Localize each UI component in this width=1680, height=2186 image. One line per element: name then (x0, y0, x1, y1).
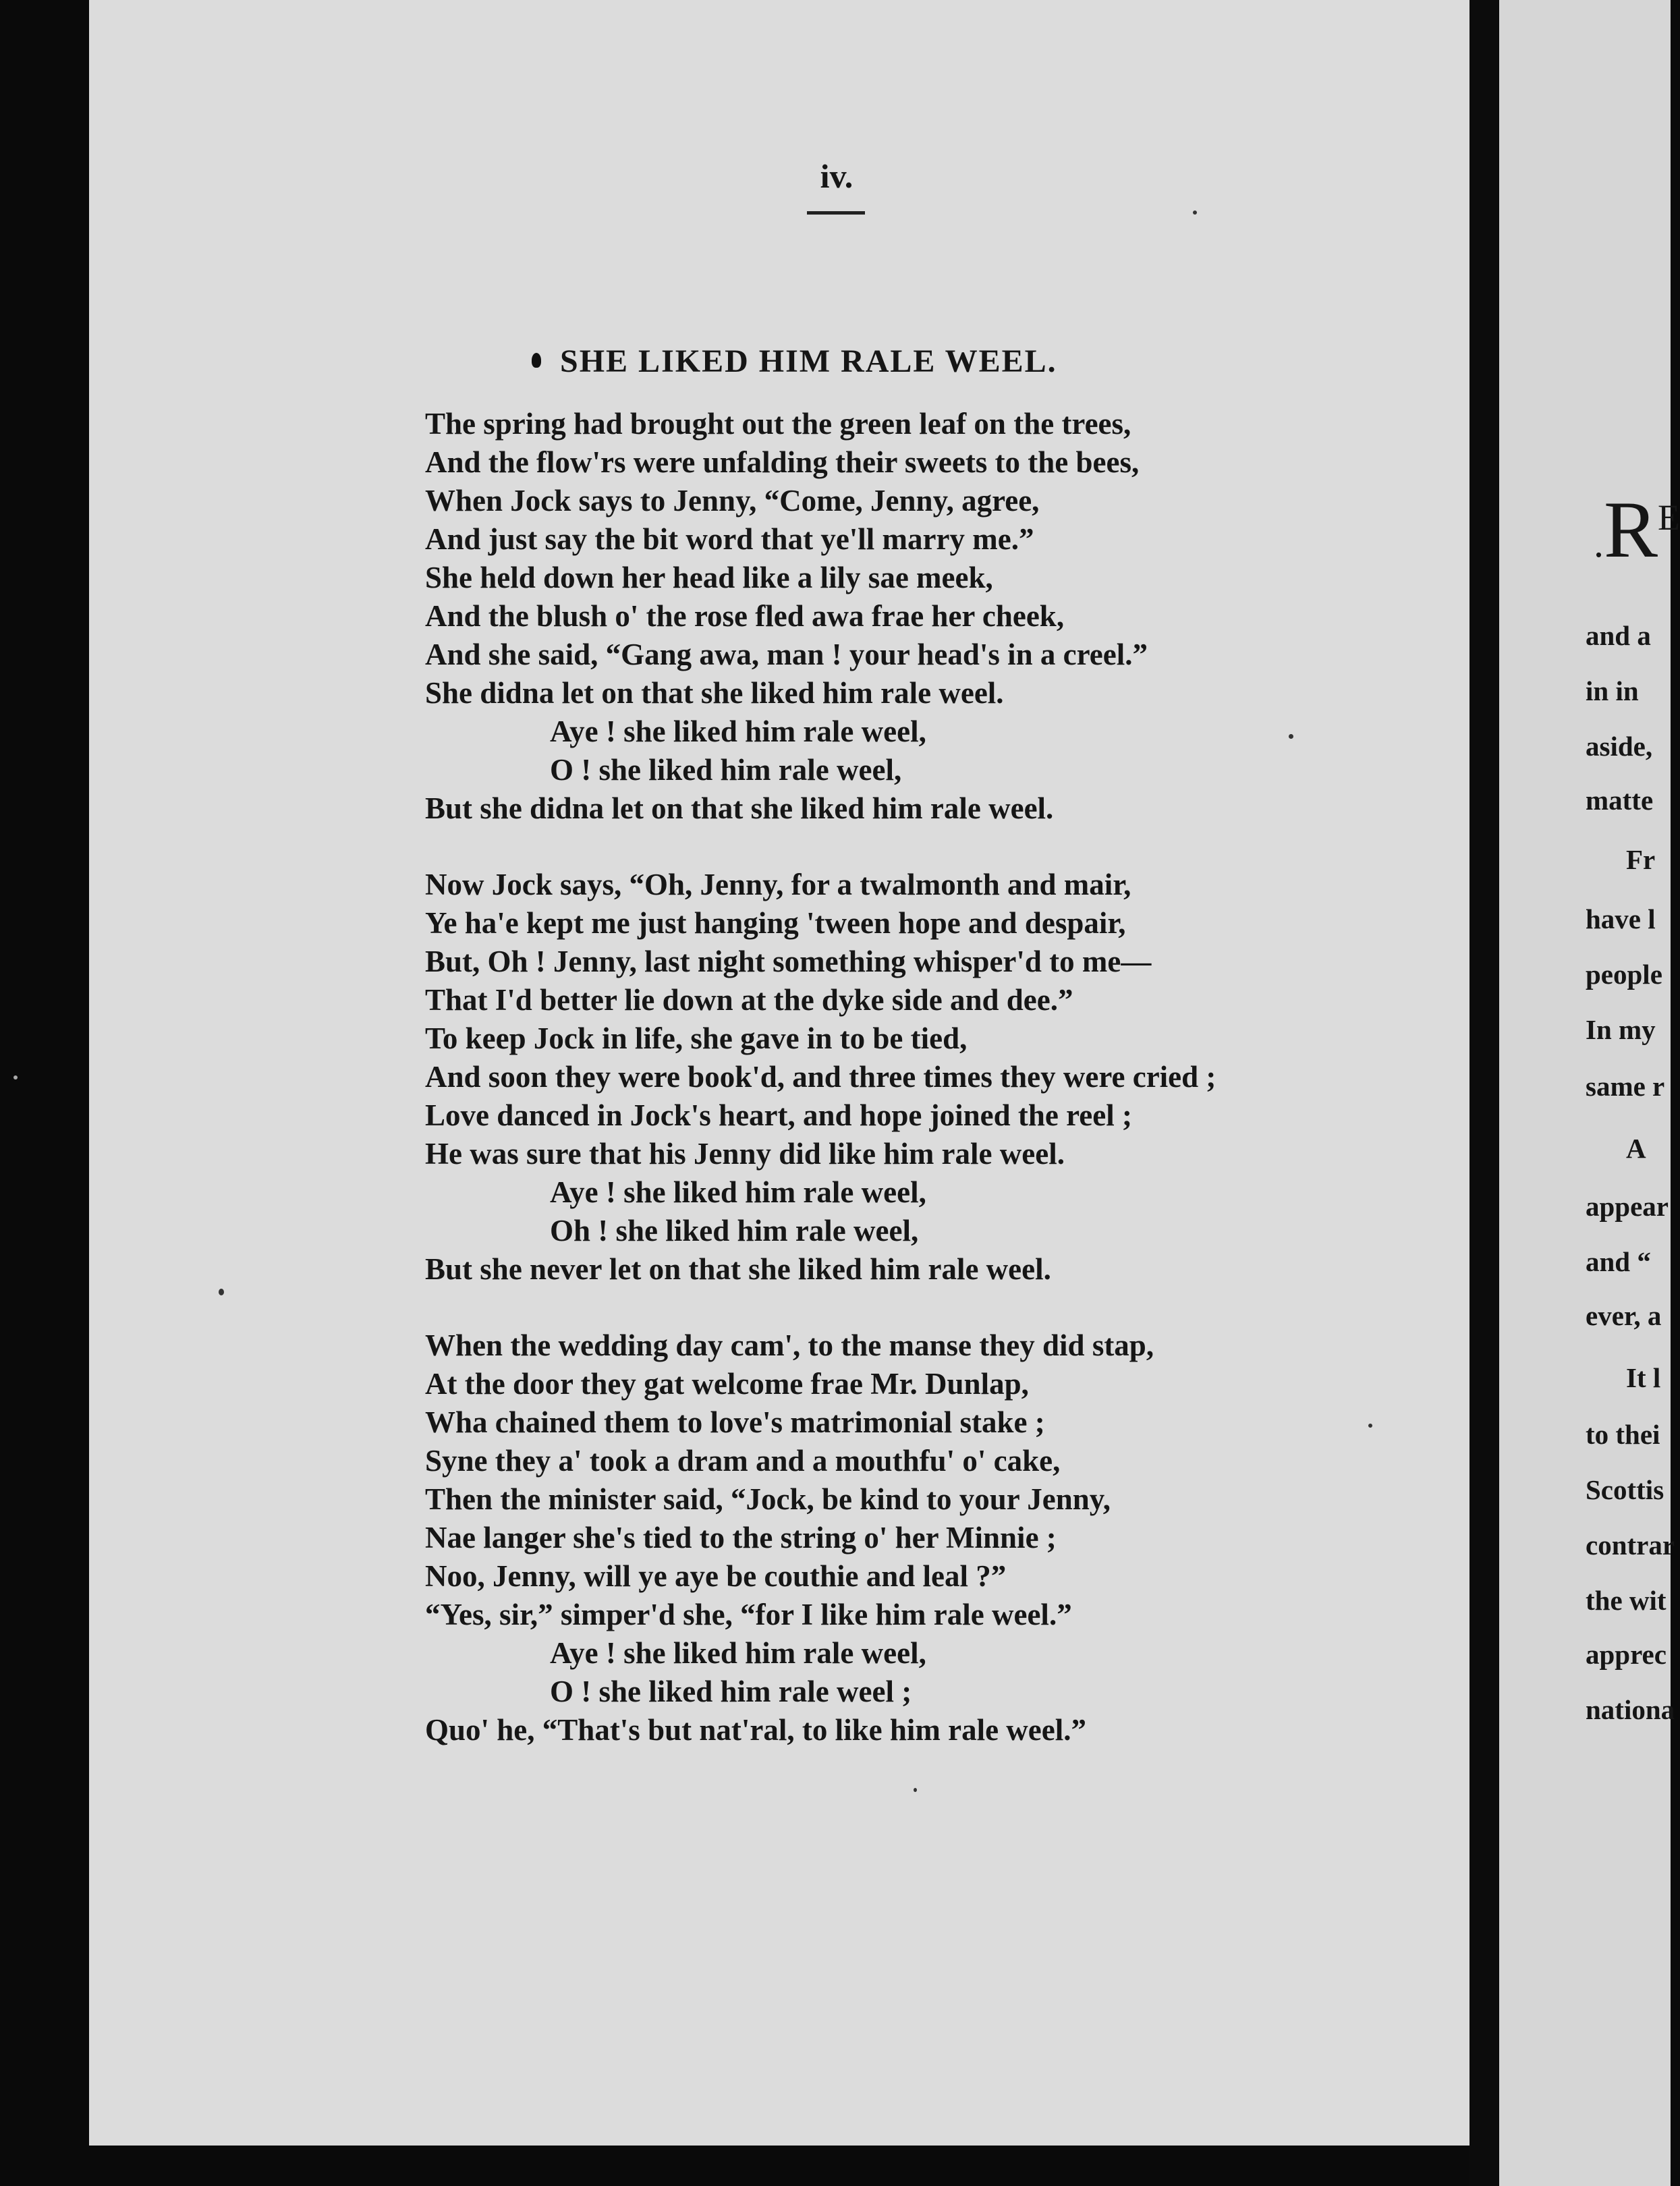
ink-speck (914, 1788, 917, 1792)
ink-speck (219, 1289, 224, 1295)
facing-page-fragment: nationa (1586, 1694, 1675, 1725)
facing-page-fragment: to thei (1586, 1419, 1660, 1450)
facing-page-fragment: matte (1586, 785, 1654, 816)
facing-page-fragment: and a (1586, 620, 1651, 651)
poem-line: “Yes, sir,” simper'd she, “for I like him rale weel.” (425, 1598, 1072, 1631)
book-gutter (1469, 0, 1499, 2186)
poem-line: He was sure that his Jenny did like him rale weel. (425, 1137, 1065, 1171)
stanza (425, 866, 1336, 1289)
facing-page-fragment: Fr (1626, 844, 1656, 875)
facing-page-fragment: ever, a (1586, 1300, 1662, 1331)
facing-page-fragment: have l (1586, 903, 1656, 934)
poem-line: Now Jock says, “Oh, Jenny, for a twalmonth and mair, (425, 868, 1131, 901)
facing-page-fragment: contrar (1586, 1530, 1675, 1561)
drop-cap-letter: R (1604, 484, 1658, 574)
ink-speck (1368, 1424, 1372, 1428)
stanza (425, 1326, 1336, 1749)
poem-line: The spring had brought out the green leaf on the trees, (425, 407, 1131, 441)
page-number: iv. (820, 157, 853, 195)
poem-line: Noo, Jenny, will ye aye be couthie and leal ?” (425, 1559, 1007, 1593)
drop-cap-dot: . (1594, 521, 1604, 565)
poem-line: To keep Jock in life, she gave in to be tied, (425, 1021, 968, 1055)
poem-title-text: SHE LIKED HIM RALE WEEL. (560, 343, 1057, 379)
facing-page-fragment: apprec (1586, 1639, 1667, 1670)
poem-line: Love danced in Jock's heart, and hope joined the reel ; (425, 1098, 1132, 1132)
ink-speck (1289, 734, 1293, 739)
poem-line: That I'd better lie down at the dyke side and dee.” (425, 983, 1073, 1017)
poem-line: And the flow'rs were unfalding their sweets to the bees, (425, 445, 1140, 479)
poem-line: And soon they were book'd, and three times they were cried ; (425, 1060, 1216, 1094)
poem-line: And she said, “Gang awa, man ! your head's in a creel.” (425, 638, 1148, 671)
poem-line: Wha chained them to love's matrimonial stake ; (425, 1405, 1045, 1439)
facing-page-fragment: and “ (1586, 1246, 1651, 1277)
facing-page-fragment: Scottis (1586, 1474, 1664, 1505)
ink-speck (13, 1075, 18, 1080)
poem-line: Then the minister said, “Jock, be kind to your Jenny, (425, 1482, 1111, 1516)
refrain-line: Aye ! she liked him rale weel, (550, 714, 926, 748)
poem-line: Syne they a' took a dram and a mouthfu' o' cake, (425, 1444, 1061, 1478)
poem-line: But she never let on that she liked him rale weel. (425, 1252, 1051, 1286)
poem-line: But, Oh ! Jenny, last night something whisper'd to me— (425, 945, 1152, 978)
stanza (425, 405, 1336, 828)
facing-page-fragment: It l (1626, 1362, 1661, 1393)
poem-line: And just say the bit word that ye'll marry me.” (425, 522, 1034, 556)
facing-page-fragment: people (1586, 959, 1662, 990)
poem-line: When the wedding day cam', to the manse they did stap, (425, 1328, 1154, 1362)
poem-title (532, 343, 1274, 380)
facing-page-fragment: A (1626, 1133, 1646, 1164)
poem-line: Ye ha'e kept me just hanging 'tween hope and despair, (425, 906, 1126, 940)
poem-body (425, 405, 1336, 1787)
poem-line: And the blush o' the rose fled awa frae her cheek, (425, 599, 1065, 633)
poem-line: She held down her head like a lily sae meek, (425, 561, 993, 594)
facing-page-fragment: appear (1586, 1191, 1669, 1222)
bullet-mark (532, 353, 541, 368)
facing-page-fragment: same r (1586, 1071, 1665, 1102)
facing-page-fragment: the wit (1586, 1585, 1667, 1616)
facing-page-fragment: in in (1586, 675, 1639, 706)
refrain-line: O ! she liked him rale weel ; (550, 1675, 912, 1708)
poem-line: Quo' he, “That's but nat'ral, to like him rale weel.” (425, 1713, 1087, 1747)
refrain-line: O ! she liked him rale weel, (550, 753, 902, 787)
ink-speck (1193, 211, 1197, 215)
refrain-line: Oh ! she liked him rale weel, (550, 1214, 919, 1248)
drop-cap (1594, 483, 1680, 576)
refrain-line: Aye ! she liked him rale weel, (550, 1636, 926, 1670)
poem-line: At the door they gat welcome frae Mr. Dunlap, (425, 1367, 1029, 1401)
poem-line: When Jock says to Jenny, “Come, Jenny, agree, (425, 484, 1040, 517)
drop-cap-rest: E (1658, 497, 1680, 538)
poem-line: But she didna let on that she liked him rale weel. (425, 791, 1054, 825)
facing-page-fragment: In my (1586, 1014, 1656, 1045)
poem-line: She didna let on that she liked him rale weel. (425, 676, 1004, 710)
poem-line: Nae langer she's tied to the string o' her Minnie ; (425, 1521, 1057, 1554)
page-number-rule (807, 211, 865, 215)
facing-page-fragment: aside, (1586, 731, 1653, 762)
refrain-line: Aye ! she liked him rale weel, (550, 1175, 926, 1209)
